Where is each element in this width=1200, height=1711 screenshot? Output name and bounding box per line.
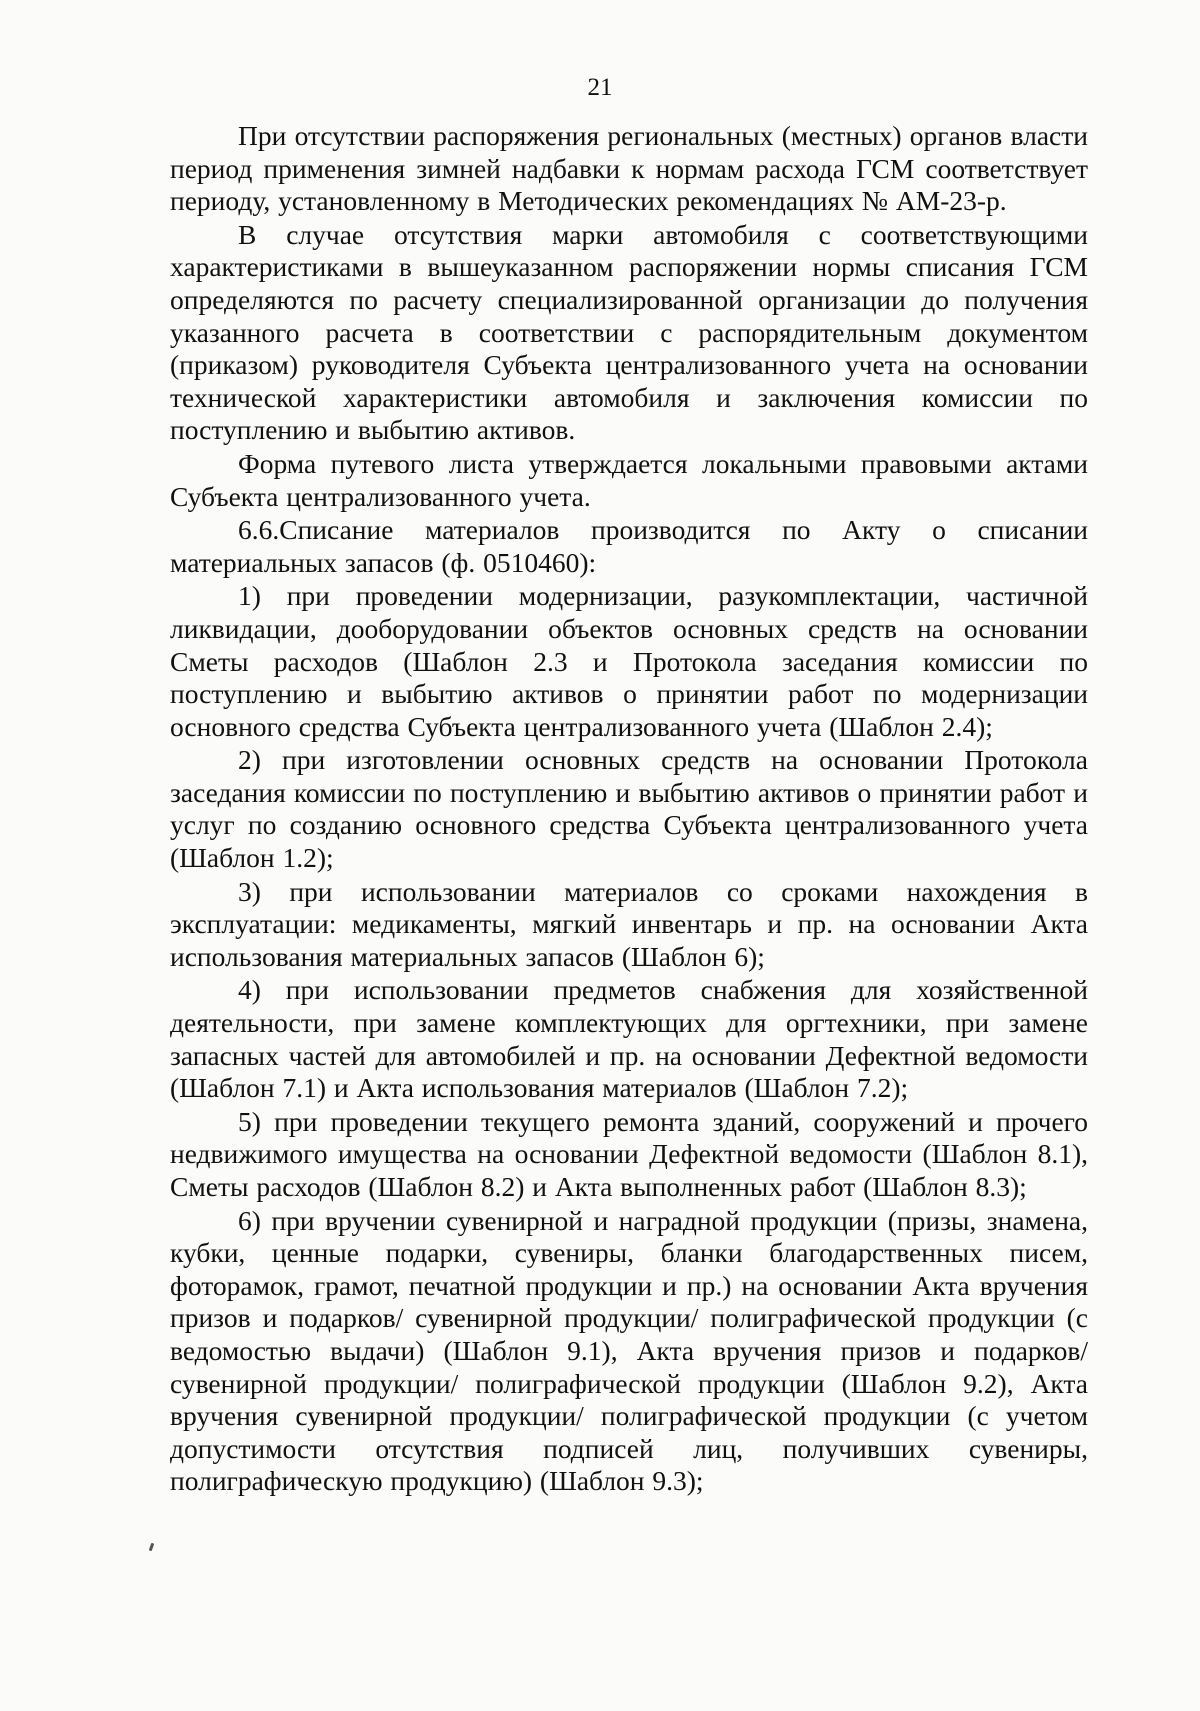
document-body xyxy=(170,120,1088,1499)
list-item-6: 6) при вручении сувенирной и наградной продукции (призы, знамена, кубки, ценные подарки, сувениры, бланки благодарственных писем, фоторамок, грамот, печатной продукции и пр.) на основании Акта вручения призов и подарков/ сувенирной продукции/ полиграфической продукции (с ведомостью выдачи) (Шаблон 9.1), Акта вручения призов и подарков/ сувенирной продукции/ полиграфической продукции (Шаблон 9.2), Акта вручения сувенирной продукции/ полиграфической продукции (с учетом допустимости отсутствия подписей лиц, получивших сувениры, полиграфическую продукцию) (Шаблон 9.3); xyxy=(170,1204,1088,1497)
list-item-1: 1) при проведении модернизации, разукомплектации, частичной ликвидации, дооборудовании объектов основных средств на основании Сметы расходов (Шаблон 2.3 и Протокола заседания комиссии по поступлению и выбытию активов о принятии работ по модернизации основного средства Субъекта централизованного учета (Шаблон 2.4); xyxy=(170,580,1088,742)
list-item-2: 2) при изготовлении основных средств на основании Протокола заседания комиссии по поступлению и выбытию активов о принятии работ и услуг по созданию основного средства Субъекта централизованного учета (Шаблон 1.2); xyxy=(170,744,1088,874)
page-number: 21 xyxy=(587,74,613,101)
paragraph-waybill-form: Форма путевого листа утверждается локальными правовыми актами Субъекта централизованного учета. xyxy=(170,447,1088,512)
paragraph-missing-car-brand: В случае отсутствия марки автомобиля с соответствующими характеристиками в вышеуказанном распоряжении нормы списания ГСМ определяются по расчету специализированной организации до получения указанного расчета в соответствии с распорядительным документом (приказом) руководителя Субъекта централизованного учета на основании технической характеристики автомобиля и заключения комиссии по поступлению и выбытию активов. xyxy=(170,218,1088,446)
scan-artifact xyxy=(149,1543,155,1552)
paragraph-section-6-6: 6.6.Списание материалов производится по Акту о списании материальных запасов (ф. 0510460): xyxy=(170,514,1088,578)
list-item-4: 4) при использовании предметов снабжения для хозяйственной деятельности, при замене комплектующих для оргтехники, при замене запасных частей для автомобилей и пр. на основании Дефектной ведомости (Шаблон 7.1) и Акта использования материалов (Шаблон 7.2); xyxy=(170,974,1088,1104)
paragraph-winter-surcharge: При отсутствии распоряжения региональных (местных) органов власти период применения зимней надбавки к нормам расхода ГСМ соответствует периоду, установленному в Методических рекомендациях № АМ-23-р. xyxy=(170,120,1088,217)
list-item-3: 3) при использовании материалов со сроками нахождения в эксплуатации: медикаменты, мягкий инвентарь и пр. на основании Акта использования материальных запасов (Шаблон 6); xyxy=(170,875,1088,972)
list-item-5: 5) при проведении текущего ремонта зданий, сооружений и прочего недвижимого имущества на основании Дефектной ведомости (Шаблон 8.1), Сметы расходов (Шаблон 8.2) и Акта выполненных работ (Шаблон 8.3); xyxy=(170,1105,1088,1202)
